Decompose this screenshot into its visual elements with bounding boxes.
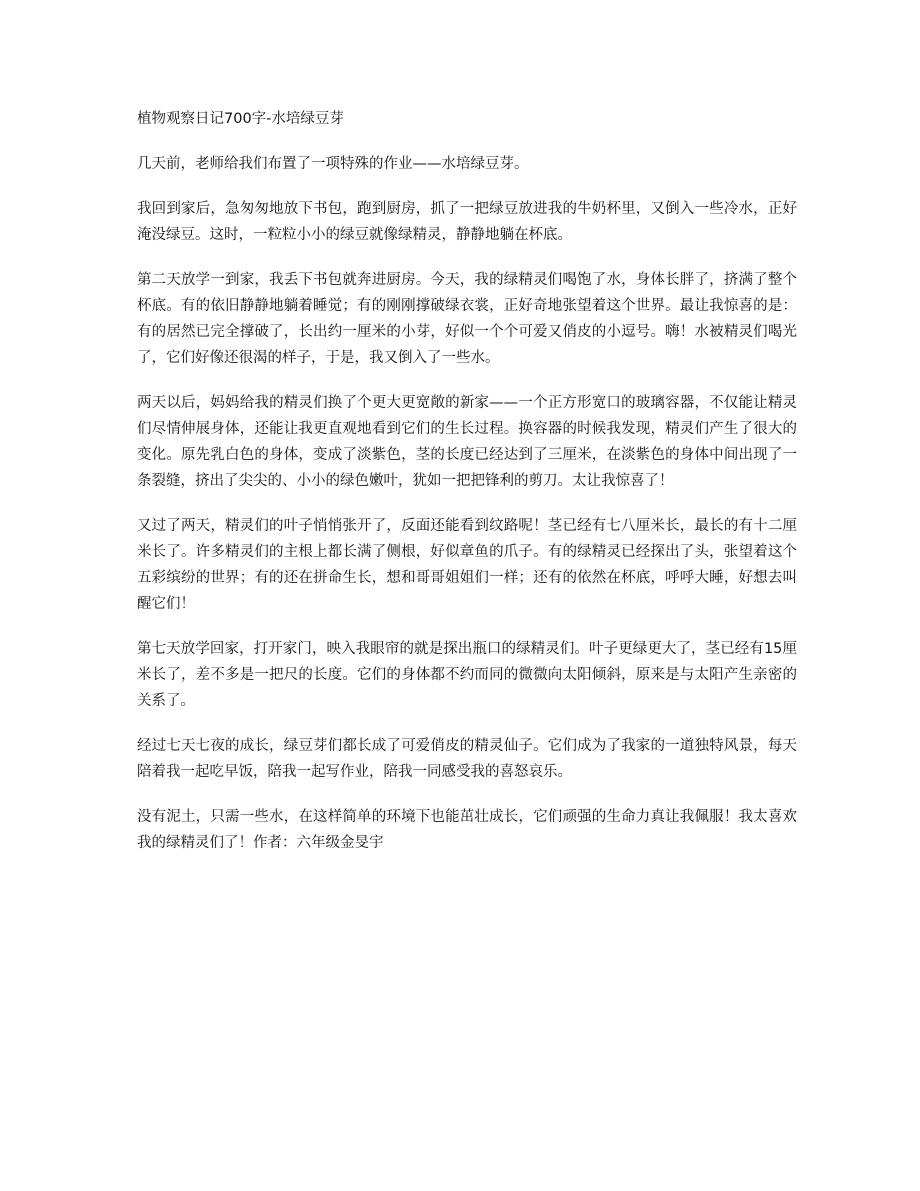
paragraph-3: 第二天放学一到家，我丢下书包就奔进厨房。今天，我的绿精灵们喝饱了水，身体长胖了，挤满了整个杯底。有的依旧静静地躺着睡觉；有的刚刚撑破绿衣裳，正好奇地张望着这个世界。最让我惊喜的是：有的居然已完全撑破了，长出约一厘米的小芽，好似一个个可爱又俏皮的小逗号。嗨！水被精灵们喝光了，它们好像还很渴的样子，于是，我又倒入了一些水。: [137, 272, 797, 366]
paragraph-5: 又过了两天，精灵们的叶子悄悄张开了，反面还能看到纹路呢！茎已经有七八厘米长，最长的有十二厘米长了。许多精灵们的主根上都长满了侧根，好似章鱼的爪子。有的绿精灵已经探出了头，张望着这个五彩缤纷的世界；有的还在拼命生长，想和哥哥姐姐们一样；还有的依然在杯底，呼呼大睡，好想去叫醒它们！: [137, 518, 797, 612]
paragraph-4: 两天以后，妈妈给我的精灵们换了个更大更宽敞的新家——一个正方形宽口的玻璃容器，不仅能让精灵们尽情伸展身体，还能让我更直观地看到它们的生长过程。换容器的时候我发现，精灵们产生了很大的变化。原先乳白色的身体，变成了淡紫色，茎的长度已经达到了三厘米，在淡紫色的身体中间出现了一条裂缝，挤出了尖尖的、小小的绿色嫩叶，犹如一把把锋利的剪刀。太让我惊喜了！: [137, 395, 797, 489]
paragraph-2: 我回到家后，急匆匆地放下书包，跑到厨房，抓了一把绿豆放进我的牛奶杯里，又倒入一些冷水，正好淹没绿豆。这时，一粒粒小小的绿豆就像绿精灵，静静地躺在杯底。: [137, 201, 797, 243]
paragraph-6: 第七天放学回家，打开家门，映入我眼帘的就是探出瓶口的绿精灵们。叶子更绿更大了，茎已经有15厘米长了，差不多是一把尺的长度。它们的身体都不约而同的微微向太阳倾斜，原来是与太阳产生亲密的关系了。: [137, 641, 797, 709]
paragraph-8: 没有泥土，只需一些水，在这样简单的环境下也能茁壮成长，它们顽强的生命力真让我佩服！我太喜欢我的绿精灵们了！作者：六年级金旻宇: [137, 809, 797, 851]
document-body: [137, 106, 797, 875]
paragraph-7: 经过七天七夜的成长，绿豆芽们都长成了可爱俏皮的精灵仙子。它们成为了我家的一道独特风景，每天陪着我一起吃早饭，陪我一起写作业，陪我一同感受我的喜怒哀乐。: [137, 738, 797, 780]
document-title: 植物观察日记700字-水培绿豆芽: [137, 111, 344, 127]
paragraph-1: 几天前，老师给我们布置了一项特殊的作业——水培绿豆芽。: [137, 156, 529, 172]
